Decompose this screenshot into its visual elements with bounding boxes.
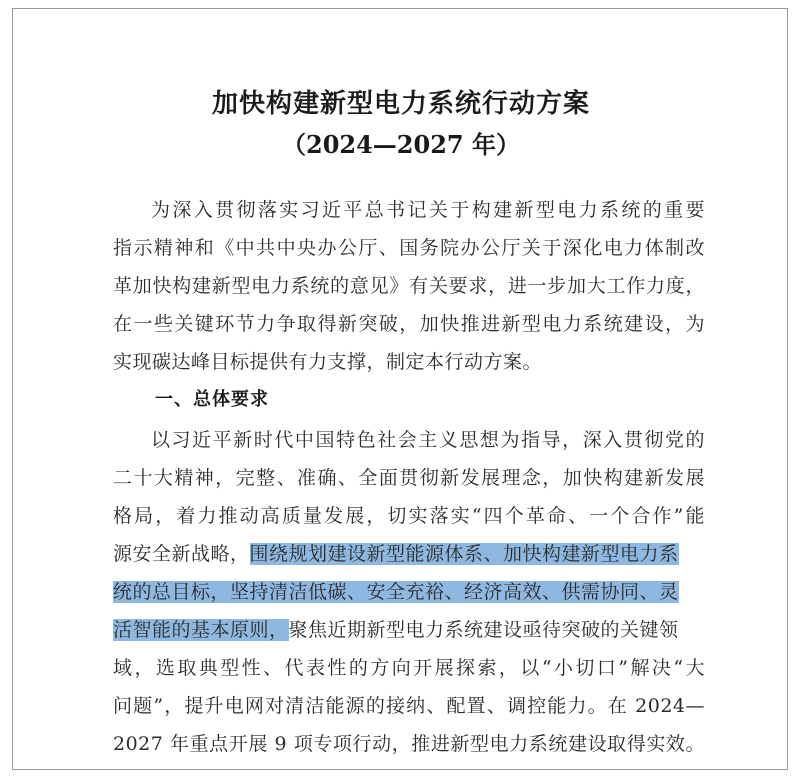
document-title: 加快构建新型电力系统行动方案 bbox=[211, 89, 590, 119]
text-plain: 聚焦近期新型电力系统建设亟待突破的关键领 bbox=[288, 619, 679, 641]
text-line: 革加快构建新型电力系统的意见》有关要求，进一步加大工作力度， bbox=[113, 275, 705, 297]
text-line: 指示精神和《中共中央办公厅、国务院办公厅关于深化电力体制改 bbox=[113, 237, 705, 259]
document-subtitle: （2024—2027 年） bbox=[282, 130, 520, 159]
document-page bbox=[12, 8, 788, 770]
text-line bbox=[113, 615, 679, 645]
highlighted-text: 活智能的基本原则， bbox=[113, 619, 289, 641]
text-plain: 源安全新战略， bbox=[113, 543, 250, 565]
text-line: 实现碳达峰目标提供有力支撑，制定本行动方案。 bbox=[113, 351, 543, 373]
text-line: 以习近平新时代中国特色社会主义思想为指导，深入贯彻党的 bbox=[151, 429, 705, 451]
text-line: 为深入贯彻落实习近平总书记关于构建新型电力系统的重要 bbox=[151, 199, 705, 221]
text-line bbox=[113, 577, 679, 607]
text-line: 域，选取典型性、代表性的方向开展探索，以“小切口”解决“大 bbox=[113, 657, 705, 679]
text-line: 在一些关键环节力争取得新突破，加快推进新型电力系统建设，为 bbox=[113, 313, 705, 335]
text-line: 问题”，提升电网对清洁能源的接纳、配置、调控能力。在 2024— bbox=[113, 695, 705, 717]
text-line: 二十大精神，完整、准确、全面贯彻新发展理念，加快构建新发展 bbox=[113, 467, 705, 489]
section-heading: 一、总体要求 bbox=[155, 389, 269, 410]
highlighted-text: 围绕规划建设新型能源体系、加快构建新型电力系 bbox=[249, 543, 679, 565]
highlighted-text: 统的总目标，坚持清洁低碳、安全充裕、经济高效、供需协同、灵 bbox=[113, 581, 679, 603]
text-line: 格局，着力推动高质量发展，切实落实“四个革命、一个合作”能 bbox=[113, 505, 705, 527]
text-line: 2027 年重点开展 9 项专项行动，推进新型电力系统建设取得实效。 bbox=[113, 733, 705, 755]
text-line bbox=[113, 539, 679, 569]
